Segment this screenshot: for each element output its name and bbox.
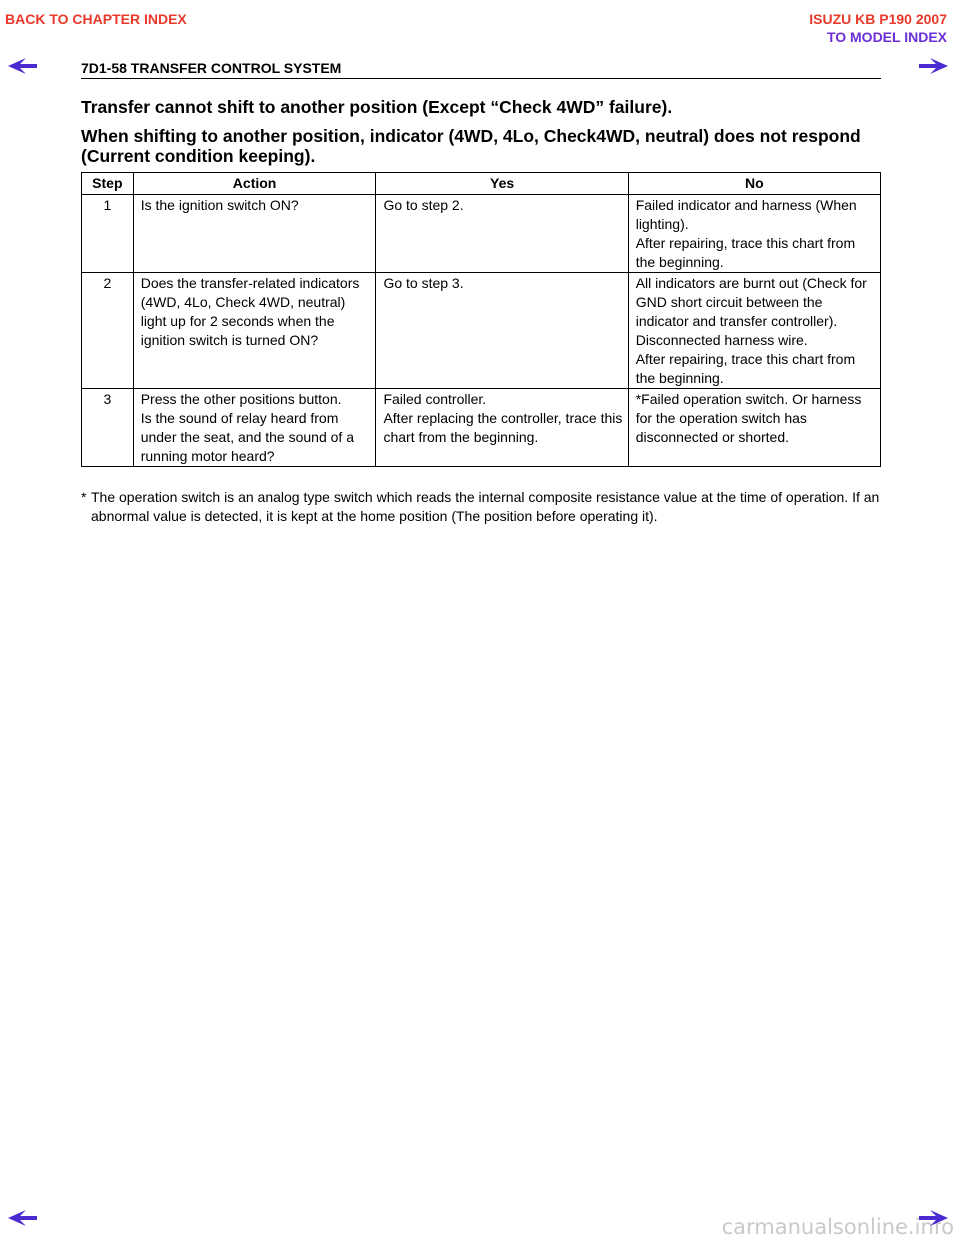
no-line: After repairing, trace this chart from the beginning. (635, 351, 856, 386)
table-row (82, 195, 881, 273)
yes-cell: Go to step 3. (376, 273, 628, 389)
footnote-marker: * (81, 489, 87, 505)
no-line: All indicators are burnt out (Check for GND short circuit between the indicator and transfer controller). (635, 275, 867, 329)
watermark: carmanualsonline.info (721, 1215, 954, 1239)
header-no: No (628, 173, 880, 195)
next-page-arrow-icon[interactable] (918, 58, 948, 74)
action-cell (133, 389, 376, 467)
header-action: Action (133, 173, 376, 195)
yes-cell: Go to step 2. (376, 195, 628, 273)
next-page-arrow-icon[interactable] (918, 1210, 948, 1226)
to-model-index-link[interactable]: TO MODEL INDEX (826, 29, 947, 45)
header-step: Step (82, 173, 134, 195)
no-line: Failed indicator and harness (When lighting). (635, 197, 857, 232)
footnote-text: The operation switch is an analog type switch which reads the internal composite resistance value at the time of operation. If an abnormal value is detected, it is kept at the home position (The position before operating it). (91, 489, 880, 524)
yes-line: After replacing the controller, trace this chart from the beginning. (383, 410, 623, 445)
table-row (82, 273, 881, 389)
footnote (81, 488, 881, 526)
yes-cell (376, 389, 628, 467)
diagnostic-table (81, 172, 881, 467)
yes-line: Failed controller. (383, 391, 487, 407)
action-line: Is the sound of relay heard from under the seat, and the sound of a running motor heard? (140, 410, 354, 464)
no-cell: *Failed operation switch. Or harness for the operation switch has disconnected or shorted. (628, 389, 880, 467)
page-title: Transfer cannot shift to another position (Except “Check 4WD” failure). (81, 97, 673, 117)
action-cell: Does the transfer-related indicators (4WD, 4Lo, Check 4WD, neutral) light up for 2 seconds when the ignition switch is turned ON? (133, 273, 376, 389)
step-cell: 3 (82, 389, 134, 467)
no-line: After repairing, trace this chart from the beginning. (635, 235, 856, 270)
header-yes: Yes (376, 173, 628, 195)
no-line: Disconnected harness wire. (635, 332, 808, 348)
page-subtitle: When shifting to another position, indicator (4WD, 4Lo, Check4WD, neutral) does not respond (Current condition keeping). (81, 126, 861, 166)
step-cell: 2 (82, 273, 134, 389)
previous-page-arrow-icon[interactable] (8, 58, 38, 74)
no-cell (628, 273, 880, 389)
action-cell: Is the ignition switch ON? (133, 195, 376, 273)
table-header-row (82, 173, 881, 195)
action-line: Press the other positions button. (140, 391, 342, 407)
step-cell: 1 (82, 195, 134, 273)
section-header: 7D1-58 TRANSFER CONTROL SYSTEM (81, 60, 881, 79)
table-row (82, 389, 881, 467)
previous-page-arrow-icon[interactable] (8, 1210, 38, 1226)
back-to-chapter-index-link[interactable]: BACK TO CHAPTER INDEX (5, 11, 187, 27)
no-cell (628, 195, 880, 273)
model-title: ISUZU KB P190 2007 (809, 11, 947, 27)
